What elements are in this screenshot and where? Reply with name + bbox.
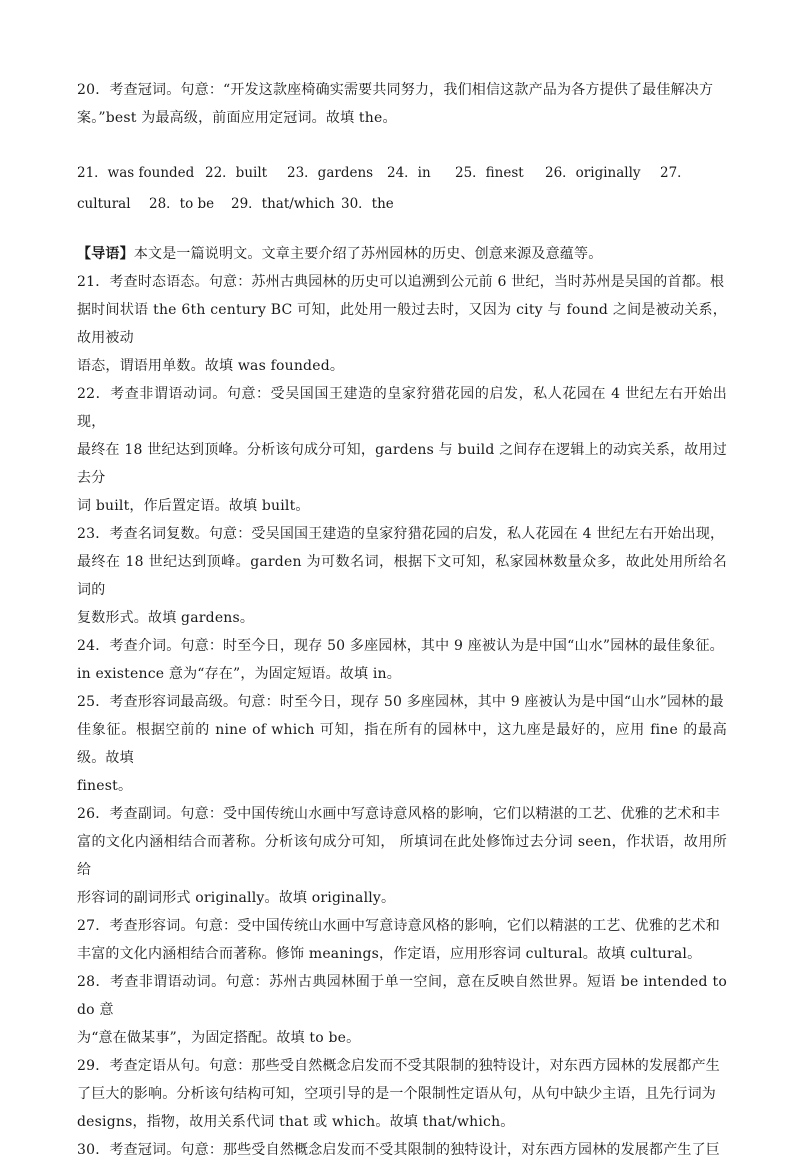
answer-24: 24．in bbox=[387, 165, 431, 181]
answer-27-number: 27． bbox=[660, 165, 691, 181]
answer-23: 23．gardens bbox=[287, 165, 374, 181]
guide-label: 【导语】 bbox=[77, 246, 134, 262]
paragraph-line: 24．考查介词。句意：时至今日，现存 50 多座园林，其中 9 座被认为是中国“山水”园林的最佳象征。 bbox=[77, 638, 724, 654]
paragraph-line: 最终在 18 世纪达到顶峰。分析该句成分可知，gardens 与 build 之间存在逻辑上的动宾关系，故用过去分 bbox=[77, 442, 727, 486]
answer-29: 29．that/which bbox=[231, 196, 335, 212]
paragraph-line: 27．考查形容词。句意：受中国传统山水画中写意诗意风格的影响，它们以精湛的工艺、优雅的艺术和 bbox=[77, 918, 721, 934]
answer-26: 26．originally bbox=[545, 165, 641, 181]
paragraph-line: 25．考查形容词最高级。句意：时至今日，现存 50 多座园林，其中 9 座被认为是中国“山水”园林的最 bbox=[77, 694, 724, 710]
paragraph-line: 形容词的副词形式 originally。故填 originally。 bbox=[77, 890, 396, 906]
question-20-explanation bbox=[77, 76, 727, 132]
paragraph-line: 语态，谓语用单数。故填 was founded。 bbox=[77, 358, 345, 374]
paragraph-line: 词 built，作后置定语。故填 built。 bbox=[77, 498, 310, 514]
explanation-item bbox=[77, 1052, 727, 1136]
explanation-item bbox=[77, 520, 727, 632]
explanation-item bbox=[77, 912, 727, 968]
answer-row bbox=[77, 189, 727, 220]
answer-27: cultural bbox=[77, 196, 131, 212]
paragraph-line: 据时间状语 the 6th century BC 可知，此处用一般过去时，又因为 city 与 found 之间是被动关系，故用被动 bbox=[77, 302, 727, 346]
paragraph-line: 20．考查冠词。句意：“开发这款座椅确实需要共同努力，我们相信这款产品为各方提供了最佳解决方 bbox=[77, 82, 714, 98]
paragraph-line: 28．考查非谓语动词。句意：苏州古典园林囿于单一空间，意在反映自然世界。短语 be intended to do 意 bbox=[77, 974, 727, 1018]
paragraph-line: in existence 意为“存在”，为固定短语。故填 in。 bbox=[77, 666, 401, 682]
explanations-list bbox=[77, 268, 727, 1164]
explanation-item bbox=[77, 800, 727, 912]
paragraph-line: finest。 bbox=[77, 778, 133, 794]
answer-30: 30．the bbox=[341, 196, 394, 212]
paragraph-line: 富的文化内涵相结合而著称。分析该句成分可知， 所填词在此处修饰过去分词 seen，作状语，故用所给 bbox=[77, 834, 727, 878]
answer-21: 21．was founded bbox=[77, 165, 195, 181]
answer-22: 22．built bbox=[205, 165, 268, 181]
paragraph-line: 最终在 18 世纪达到顶峰。garden 为可数名词，根据下文可知，私家园林数量众多，故此处用所给名词的 bbox=[77, 554, 727, 598]
guide-text: 本文是一篇说明文。文章主要介绍了苏州园林的历史、创意来源及意蕴等。 bbox=[133, 246, 603, 262]
explanation-item bbox=[77, 1136, 727, 1164]
paragraph-line: 了巨大的影响。分析该句结构可知，空项引导的是一个限制性定语从句，从句中缺少主语，且先行词为 bbox=[77, 1086, 716, 1102]
explanation-item bbox=[77, 380, 727, 520]
paragraph-line: 佳象征。根据空前的 nine of which 可知，指在所有的园林中，这九座是最好的，应用 fine 的最高级。故填 bbox=[77, 722, 727, 766]
answer-25: 25．finest bbox=[455, 165, 524, 181]
explanation-item bbox=[77, 268, 727, 380]
paragraph-line: 案。”best 为最高级，前面应用定冠词。故填 the。 bbox=[77, 110, 397, 126]
paragraph-line: 22．考查非谓语动词。句意：受吴国国王建造的皇家狩猎花园的启发，私人花园在 4 世纪左右开始出现， bbox=[77, 386, 727, 430]
paragraph-line: 23．考查名词复数。句意：受吴国国王建造的皇家狩猎花园的启发，私人花园在 4 世纪左右开始出现， bbox=[77, 526, 725, 542]
document-page bbox=[77, 76, 727, 1164]
answer-28: 28．to be bbox=[149, 196, 215, 212]
explanation-item bbox=[77, 632, 727, 688]
paragraph-line: 丰富的文化内涵相结合而著称。修饰 meanings，作定语，应用形容词 cultural。故填 cultural。 bbox=[77, 946, 702, 962]
paragraph-line: 复数形式。故填 gardens。 bbox=[77, 610, 255, 626]
answer-row bbox=[77, 158, 727, 189]
explanation-item bbox=[77, 968, 727, 1052]
paragraph-line: 26．考查副词。句意：受中国传统山水画中写意诗意风格的影响，它们以精湛的工艺、优雅的艺术和丰 bbox=[77, 806, 721, 822]
paragraph-line: 30．考查冠词。句意：那些受自然概念启发而不受其限制的独特设计，对东西方园林的发展都产生了巨 bbox=[77, 1142, 721, 1158]
explanation-item bbox=[77, 688, 727, 800]
paragraph-line: 21．考查时态语态。句意：苏州古典园林的历史可以追溯到公元前 6 世纪，当时苏州是吴国的首都。根 bbox=[77, 274, 725, 290]
paragraph-line: 为“意在做某事”，为固定搭配。故填 to be。 bbox=[77, 1030, 361, 1046]
guide-paragraph bbox=[77, 240, 727, 268]
paragraph-line: 29．考查定语从句。句意：那些受自然概念启发而不受其限制的独特设计，对东西方园林的发展都产生 bbox=[77, 1058, 721, 1074]
paragraph-line: designs，指物，故用关系代词 that 或 which。故填 that/which。 bbox=[77, 1114, 515, 1130]
answer-key bbox=[77, 158, 727, 220]
